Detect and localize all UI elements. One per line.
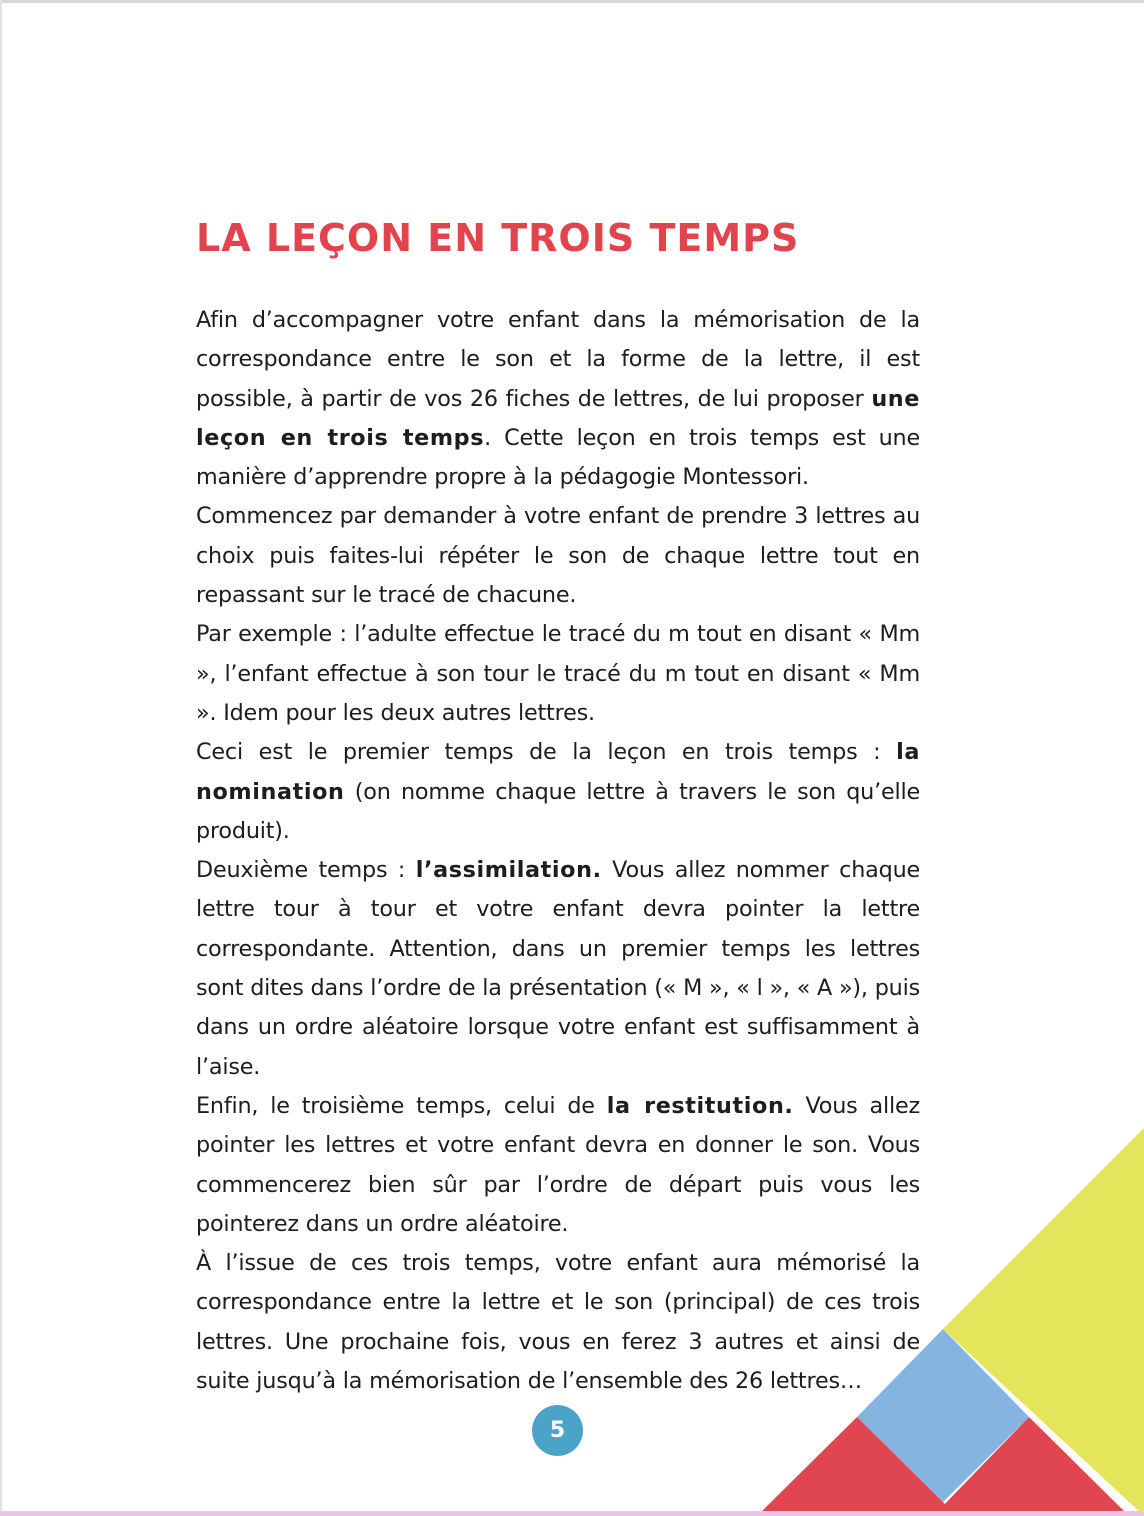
paragraph-start: Commencez par demander à votre enfant de prendre 3 lettres au choix puis faites-lui répéter le son de chaque lettre tout en repassant sur le tracé de chacune.	[196, 503, 920, 609]
paragraph-example: Par exemple : l’adulte effectue le tracé du m tout en disant « Mm », l’enfant effectue à son tour le tracé du m tout en disant « Mm ». Idem pour les deux autres lettres.	[196, 621, 920, 726]
emphasis-restitution: la restitution.	[606, 1092, 794, 1119]
page-number-badge: 5	[532, 1405, 583, 1456]
page-title: LA LEÇON EN TROIS TEMPS	[196, 216, 800, 260]
text-span: . Cette leçon en trois temps est une manière d’apprendre propre à la pédagogie Montessori.	[196, 424, 921, 491]
text-span: Deuxième temps :	[196, 857, 416, 884]
paragraph-conclusion: À l’issue de ces trois temps, votre enfant aura mémorisé la correspondance entre la lettre et le son (principal) de ces trois lettres. Une prochaine fois, vous en ferez 3 autres et ainsi de suite jusqu’à la mémorisation de l’ensemble des 26 lettres…	[196, 1250, 920, 1395]
text-span: Vous allez nommer chaque lettre tour à tour et votre enfant devra pointer la lettre correspondante. Attention, dans un premier temps les lettres sont dites dans l’ordre de la présentation (« M », « l », « A »), puis dans un ordre aléatoire lorsque votre enfant est suffisamment à l’aise.	[196, 857, 921, 1080]
emphasis-assimilation: l’assimilation.	[415, 857, 602, 884]
emphasis-nomination: la nomination	[196, 739, 920, 805]
emphasis-lecon: une leçon en trois temps	[196, 385, 920, 451]
text-span: Vous allez pointer les lettres et votre enfant devra en donner le son. Vous commencerez bien sûr par l’ordre de départ puis vous les pointerez dans un ordre aléatoire.	[196, 1092, 920, 1237]
text-span: Afin d’accompagner votre enfant dans la mémorisation de la correspondance entre le son et la forme de la lettre, il est possible, à partir de vos 26 fiches de lettres, de lui proposer	[196, 307, 920, 412]
text-span: Ceci est le premier temps de la leçon en trois temps :	[196, 739, 897, 766]
bottom-border	[0, 1511, 1144, 1516]
text-span: (on nomme chaque lettre à travers le son qu’elle produit).	[196, 778, 920, 844]
text-span: Enfin, le troisième temps, celui de	[196, 1092, 607, 1119]
